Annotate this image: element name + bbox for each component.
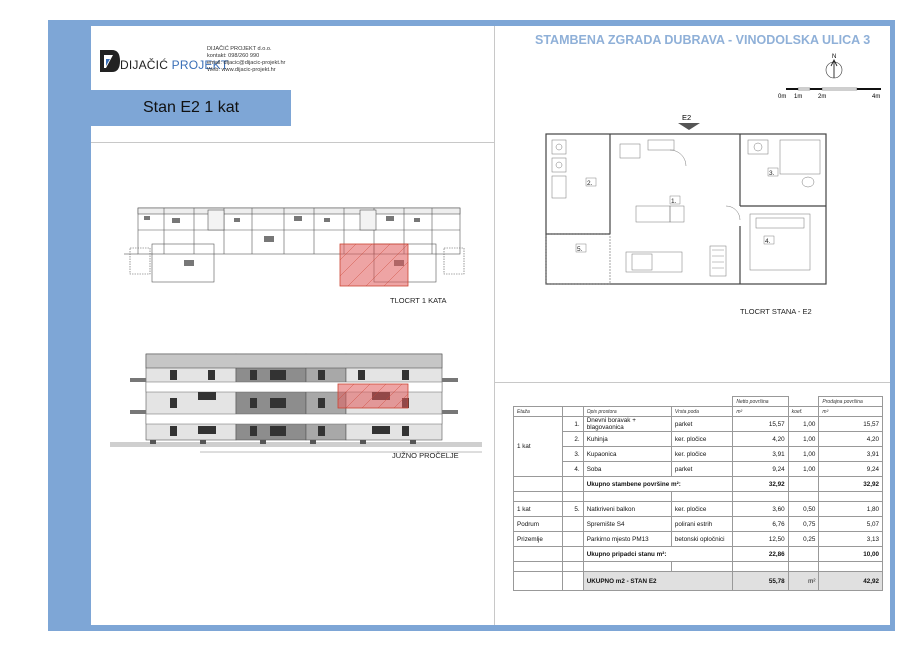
facade-drawing — [110, 352, 482, 456]
total-prodajna: 42,92 — [819, 572, 883, 591]
room-label-5: 5. — [577, 246, 583, 253]
total-label: UKUPNO m2 - STAN E2 — [583, 572, 733, 591]
row-prodajna: 3,91 — [819, 447, 883, 462]
entry-label: E2 — [682, 113, 692, 122]
entry-arrow-icon — [678, 123, 700, 130]
row-koef: 1,00 — [788, 447, 819, 462]
row-neto: 15,57 — [733, 417, 788, 432]
row-koef: 1,00 — [788, 432, 819, 447]
scale-bar — [776, 88, 886, 102]
row-description: Spremište S4 — [583, 517, 671, 532]
header-koef: koef. — [788, 407, 819, 417]
table-row — [514, 532, 883, 547]
row-floor-type: ker. pločice — [671, 502, 733, 517]
row-description: Natkriveni balkon — [583, 502, 671, 517]
row-prodajna: 1,80 — [819, 502, 883, 517]
row-floor-type: ker. pločice — [671, 432, 733, 447]
table-row — [514, 502, 883, 517]
row-number — [563, 532, 584, 547]
row-prodajna: 3,13 — [819, 532, 883, 547]
row-prodajna: 5,07 — [819, 517, 883, 532]
table-row — [514, 462, 883, 477]
logo-mark-icon — [100, 50, 120, 72]
row-neto: 3,91 — [733, 447, 788, 462]
row-number: 3. — [563, 447, 584, 462]
company-contact — [207, 46, 285, 74]
row-koef: 0,25 — [788, 532, 819, 547]
row-floor-type: ker. pločice — [671, 447, 733, 462]
row-description: Soba — [583, 462, 671, 477]
row-floor-type: parket — [671, 417, 733, 432]
room-label-4: 4. — [765, 238, 771, 245]
row-neto: 9,24 — [733, 462, 788, 477]
row-number: 4. — [563, 462, 584, 477]
row-floor-type: polirani estrih — [671, 517, 733, 532]
left-divider — [91, 142, 494, 143]
unit-title: Stan E2 1 kat — [142, 99, 240, 116]
row-neto: 4,20 — [733, 432, 788, 447]
row-prodajna: 4,20 — [819, 432, 883, 447]
row-floor: 1 kat — [514, 502, 563, 517]
row-koef: 0,75 — [788, 517, 819, 532]
scale-4: 4m — [872, 94, 881, 100]
spacer-row — [514, 492, 883, 502]
row-koef: 1,00 — [788, 462, 819, 477]
row-prodajna: 9,24 — [819, 462, 883, 477]
subtotal-prodajna: 32,92 — [819, 477, 883, 492]
subtotal-row — [514, 547, 883, 562]
scale-2: 2m — [818, 94, 827, 100]
row-description: Parkirno mjesto PM13 — [583, 532, 671, 547]
header-neto: Netto površina — [733, 397, 788, 407]
row-number: 5. — [563, 502, 584, 517]
floor-cell: 1 kat — [514, 417, 563, 477]
subtotal-label: Ukupno pripadci stanu m²: — [583, 547, 733, 562]
company-name: DIJAČIĆ PROJEKT d.o.o. — [207, 46, 272, 52]
total-unit: m² — [788, 572, 819, 591]
project-title: STAMBENA ZGRADA DUBRAVA - VINODOLSKA ULICA 3 — [535, 33, 871, 47]
floor-plan-drawing — [124, 200, 474, 292]
area-table — [513, 396, 883, 591]
row-description: Kuhinja — [583, 432, 671, 447]
north-arrow-icon — [826, 50, 852, 80]
row-neto: 12,50 — [733, 532, 788, 547]
table-row — [514, 517, 883, 532]
subtotal-label: Ukupno stambene površine m²: — [583, 477, 733, 492]
company-web: Web: www.dijacic-projekt.hr — [207, 67, 276, 73]
spacer-row — [514, 562, 883, 572]
room-label-3: 3. — [769, 170, 775, 177]
subtotal-neto: 22,86 — [733, 547, 788, 562]
row-description: Dnevni boravak + blagovaonica — [583, 417, 671, 432]
facade-caption: JUŽNO PROČELJE — [392, 451, 459, 460]
table-row — [514, 447, 883, 462]
table-header — [514, 407, 883, 417]
table-row — [514, 432, 883, 447]
company-email: email: dijacic@dijacic-projekt.hr — [207, 60, 286, 66]
total-neto: 55,78 — [733, 572, 788, 591]
row-number — [563, 517, 584, 532]
north-label: N — [832, 54, 837, 60]
row-neto: 3,60 — [733, 502, 788, 517]
row-description: Kupaonica — [583, 447, 671, 462]
floor-plan-caption: TLOCRT 1 KATA — [390, 296, 447, 305]
company-phone: kontakt: 098/260 990 — [207, 53, 260, 59]
scale-1: 1m — [794, 94, 803, 100]
row-number: 2. — [563, 432, 584, 447]
unit-title-box — [91, 90, 291, 126]
scale-0: 0m — [778, 94, 787, 100]
row-floor: Prizemlje — [514, 532, 563, 547]
row-floor-type: parket — [671, 462, 733, 477]
table-group-header — [514, 397, 883, 407]
header-prodajna: Prodajna površina — [819, 397, 883, 407]
row-number: 1. — [563, 417, 584, 432]
unit-plan-caption: TLOCRT STANA - E2 — [740, 307, 812, 316]
row-floor: Podrum — [514, 517, 563, 532]
room-label-1: 1. — [671, 198, 677, 205]
header-m2b: m² — [819, 407, 883, 417]
subtotal-row — [514, 477, 883, 492]
sheet-divider — [494, 26, 495, 625]
brand-projekt: PROJEKT — [171, 58, 229, 72]
header-etaza: Etaža — [514, 407, 563, 417]
table-row — [514, 417, 883, 432]
row-neto: 6,76 — [733, 517, 788, 532]
header-opis: Opis prostora — [583, 407, 671, 417]
unit-plan-drawing — [540, 110, 840, 300]
subtotal-neto: 32,92 — [733, 477, 788, 492]
total-row — [514, 572, 883, 591]
row-koef: 0,50 — [788, 502, 819, 517]
row-floor-type: betonski opločnici — [671, 532, 733, 547]
room-label-2: 2. — [587, 180, 593, 187]
subtotal-prodajna: 10,00 — [819, 547, 883, 562]
header-vrsta: Vrsta poda — [671, 407, 733, 417]
right-divider — [494, 382, 890, 383]
header-m2: m² — [733, 407, 788, 417]
brand-dj: DIJAČIĆ — [120, 58, 169, 72]
row-prodajna: 15,57 — [819, 417, 883, 432]
row-koef: 1,00 — [788, 417, 819, 432]
